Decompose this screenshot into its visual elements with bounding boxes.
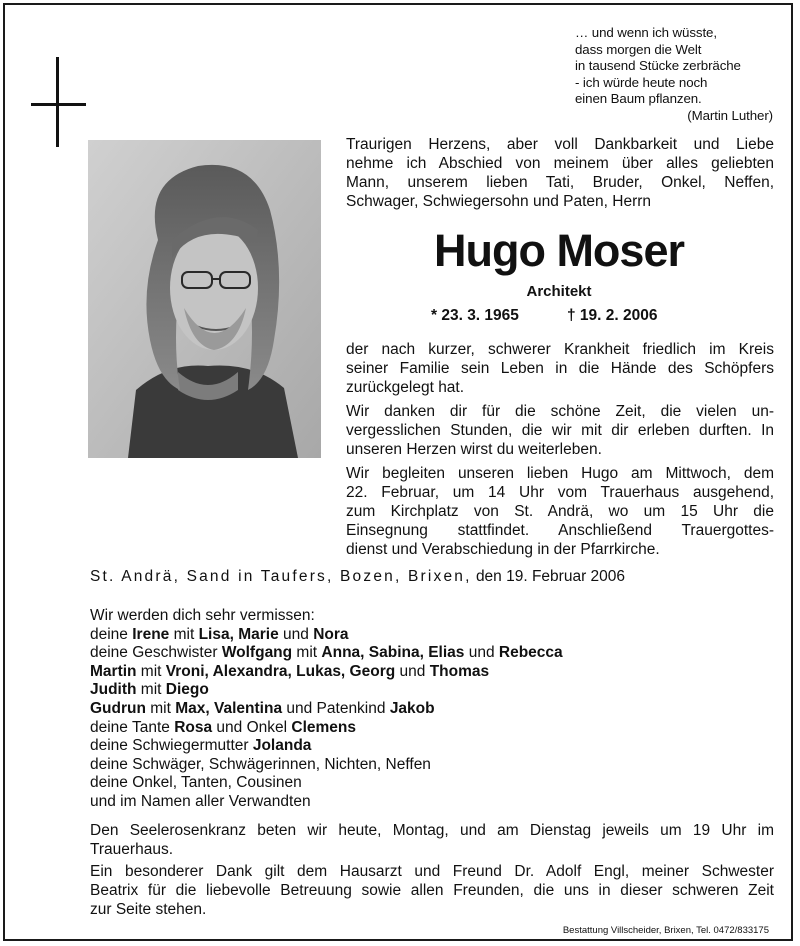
mourner-name: Rosa [174, 718, 213, 736]
mourner-row [90, 793, 780, 812]
quote-author: (Martin Luther) [687, 107, 773, 123]
mourner-name: Rebecca [498, 644, 563, 662]
paragraph-thanks [346, 402, 774, 459]
cross-symbol-bar [31, 103, 86, 106]
birth-date: * 23. 3. 1965 [431, 307, 519, 324]
mourner-relation: und Onkel [212, 718, 292, 736]
intro-text [346, 135, 774, 211]
quote-line: einen Baum pflanzen. [575, 91, 702, 106]
funeral-home-imprint: Bestattung Villscheider, Brixen, Tel. 0472/833175 [562, 925, 769, 936]
mourner-relation: deine Onkel, Tanten, Cousinen [90, 774, 302, 792]
mourner-name: Martin [90, 662, 137, 680]
mourner-name: Max, Valentina [175, 699, 283, 717]
paragraph-passing [346, 340, 774, 397]
text-line: zurückgelegt hat. [346, 379, 465, 396]
place-and-date [90, 567, 780, 587]
mourner-relation: mit [136, 681, 166, 699]
quote-line: - ich würde heute noch [575, 74, 708, 90]
quote-line: … und wenn ich wüsste, [575, 25, 717, 40]
mourner-row [90, 756, 780, 775]
luther-quote [575, 25, 773, 124]
text-line: Den Seelerosenkranz beten wir heute, Montag, und am Dienstag jeweils um 19 Uhr im [90, 822, 774, 839]
text-line: Einsegnung stattfindet. Anschließend Trauergottes- [346, 522, 774, 539]
mourner-name: Gudrun [90, 699, 146, 717]
mourner-name: Lisa, Marie [198, 625, 279, 643]
mourner-name: Clemens [291, 718, 356, 736]
text-line: zur Seite stehen. [90, 901, 207, 918]
mourner-relation: und [278, 625, 314, 643]
mourner-row [90, 737, 780, 756]
mourner-row [90, 644, 780, 663]
mourner-name: Thomas [429, 662, 490, 680]
notice-date: den 19. Februar 2006 [475, 568, 626, 585]
mourner-row [90, 700, 780, 719]
mourner-name: Wolfgang [221, 644, 293, 662]
mourner-row [90, 719, 780, 738]
text-line: zum Kirchplatz von St. Andrä, wo um 15 Uhr die [346, 503, 774, 520]
place-names: St. Andrä, Sand in Taufers, Bozen, Brixen, [90, 568, 472, 585]
mourner-relation: mit [169, 625, 199, 643]
thanks-note [90, 862, 774, 919]
text-line: der nach kurzer, schwerer Krankheit friedlich im Kreis [346, 341, 774, 358]
text-line: vergesslichen Stunden, die wir mit dir erleben durften. In [346, 422, 774, 439]
text-line: unseren Herzen wirst du weiterleben. [346, 441, 602, 458]
intro-line: Schwager, Schwiegersohn und Paten, Herrn [346, 193, 652, 210]
intro-line: Traurigen Herzens, aber voll Dankbarkeit und Liebe [346, 136, 774, 153]
mourner-name: Jakob [389, 699, 435, 717]
text-line: dienst und Verabschiedung in der Pfarrkirche. [346, 541, 660, 558]
mourner-name: Diego [165, 681, 209, 699]
paragraph-funeral [346, 464, 774, 559]
mourners-list [90, 607, 780, 812]
mourner-relation: mit [136, 662, 166, 680]
text-line: Beatrix für die liebevolle Betreuung sowie allen Freunden, die uns in dieser schweren Zeit [90, 882, 774, 899]
quote-line: in tausend Stücke zerbräche [575, 58, 741, 73]
mourner-relation: und [395, 662, 430, 680]
mourner-relation: deine Tante [90, 718, 175, 736]
mourner-name: Judith [90, 681, 137, 699]
death-date: † 19. 2. 2006 [567, 307, 658, 324]
text-line: Wir danken dir für die schöne Zeit, die vielen un- [346, 403, 774, 420]
mourner-relation: und Patenkind [282, 699, 390, 717]
text-line: Ein besonderer Dank gilt dem Hausarzt und Freund Dr. Adolf Engl, meiner Schwester [90, 863, 774, 880]
text-line: 22. Februar, um 14 Uhr vom Trauerhaus ausgehend, [346, 484, 774, 501]
mourner-relation: deine Schwiegermutter [90, 737, 253, 755]
text-line: Wir begleiten unseren lieben Hugo am Mittwoch, dem [346, 465, 774, 482]
mourner-relation: deine Geschwister [90, 644, 222, 662]
quote-line: dass morgen die Welt [575, 41, 702, 57]
obituary-notice [3, 3, 793, 941]
mourners-heading: Wir werden dich sehr vermissen: [90, 607, 315, 624]
mourner-name: Jolanda [252, 737, 312, 755]
mourner-row [90, 681, 780, 700]
mourner-relation: deine Schwäger, Schwägerinnen, Nichten, Neffen [90, 755, 431, 773]
cross-symbol [56, 57, 59, 147]
text-line: seiner Familie sein Leben in die Hände des Schöpfers [346, 360, 774, 377]
mourner-row [90, 626, 780, 645]
portrait-photo [88, 140, 321, 458]
deceased-name: Hugo Moser [433, 225, 684, 276]
mourner-name: Irene [132, 625, 170, 643]
mourner-relation: deine [90, 625, 133, 643]
intro-line: Mann, unserem lieben Tati, Bruder, Onkel, Neffen, [346, 174, 774, 191]
text-line: Trauerhaus. [90, 841, 173, 858]
intro-line: nehme ich Abschied von meinem über alles geliebten [346, 155, 774, 172]
mourner-relation: mit [145, 699, 176, 717]
mourner-row [90, 663, 780, 682]
mourner-row [90, 774, 780, 793]
mourner-name: Anna, Sabina, Elias [321, 644, 465, 662]
mourner-relation: und [464, 644, 499, 662]
rosary-note [90, 821, 774, 859]
mourner-relation: und im Namen aller Verwandten [90, 792, 311, 810]
mourner-relation: mit [292, 644, 322, 662]
deceased-profession: Architekt [526, 283, 592, 300]
mourner-name: Nora [313, 625, 349, 643]
mourner-name: Vroni, Alexandra, Lukas, Georg [165, 662, 396, 680]
